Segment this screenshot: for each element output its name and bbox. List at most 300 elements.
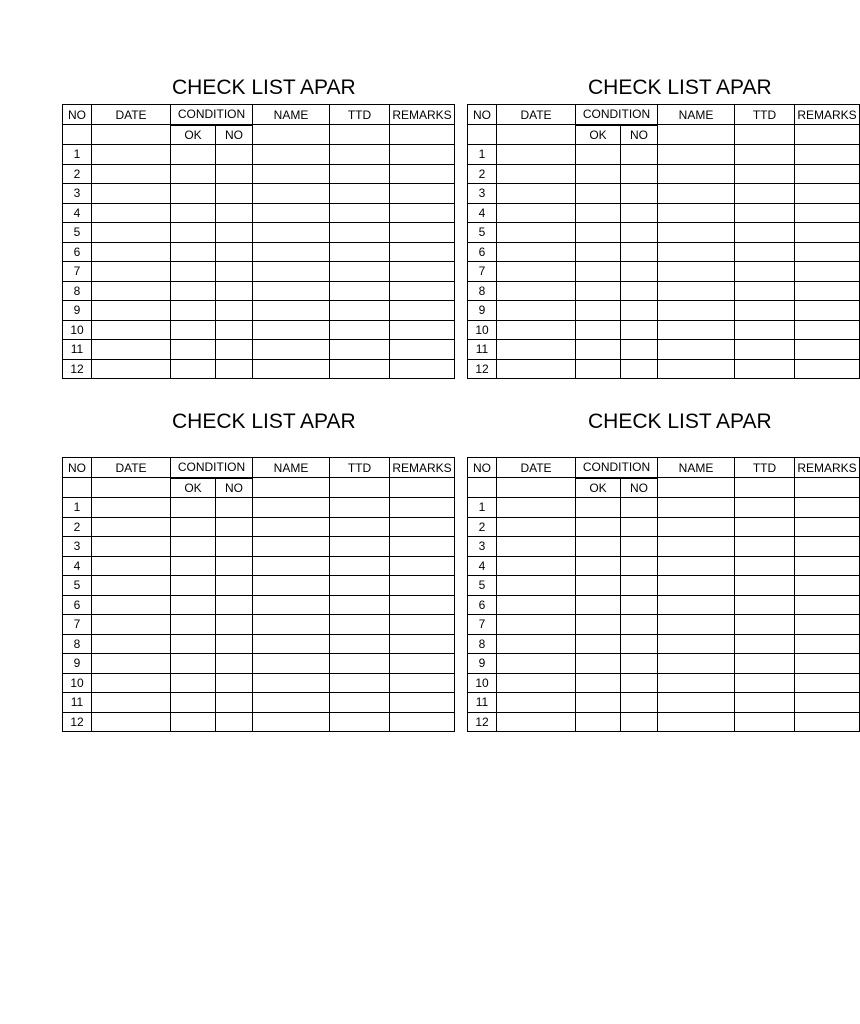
table-row (63, 556, 455, 576)
table-row (63, 537, 455, 557)
name-cell (658, 281, 735, 301)
no-cell (216, 576, 253, 596)
table-row (63, 693, 455, 713)
ttd-cell (735, 556, 795, 576)
no-cell (216, 242, 253, 262)
subheader-blank (497, 125, 576, 145)
subheader-blank (253, 125, 330, 145)
no-cell (216, 262, 253, 282)
remarks-cell (390, 654, 455, 674)
date-cell (497, 595, 576, 615)
table-row (63, 262, 455, 282)
date-cell (497, 498, 576, 518)
header-condition: CONDITION (171, 105, 253, 125)
ttd-cell (735, 654, 795, 674)
subheader-blank (330, 478, 390, 498)
row-number: 8 (468, 634, 497, 654)
date-cell (497, 242, 576, 262)
name-cell (253, 595, 330, 615)
table-row (468, 340, 860, 360)
row-number: 6 (63, 242, 92, 262)
table-row (63, 301, 455, 321)
header-name: NAME (253, 458, 330, 478)
name-cell (253, 262, 330, 282)
ok-cell (576, 320, 621, 340)
ok-cell (171, 340, 216, 360)
row-number: 2 (468, 517, 497, 537)
remarks-cell (390, 517, 455, 537)
remarks-cell (795, 595, 860, 615)
date-cell (497, 654, 576, 674)
row-number: 7 (468, 615, 497, 635)
ok-cell (171, 615, 216, 635)
remarks-cell (390, 634, 455, 654)
remarks-cell (390, 712, 455, 732)
row-number: 4 (468, 203, 497, 223)
table-row (63, 242, 455, 262)
date-cell (92, 556, 171, 576)
remarks-cell (795, 615, 860, 635)
ttd-cell (330, 281, 390, 301)
table-row (63, 184, 455, 204)
name-cell (253, 184, 330, 204)
no-cell (216, 673, 253, 693)
no-cell (216, 556, 253, 576)
no-cell (621, 203, 658, 223)
row-number: 6 (468, 595, 497, 615)
no-cell (216, 498, 253, 518)
checklist-table-block (467, 457, 857, 733)
checklist-table (62, 457, 455, 732)
no-cell (621, 498, 658, 518)
date-cell (497, 693, 576, 713)
no-cell (621, 301, 658, 321)
subheader-no: NO (216, 478, 253, 498)
name-cell (658, 595, 735, 615)
name-cell (658, 693, 735, 713)
date-cell (92, 281, 171, 301)
ttd-cell (735, 184, 795, 204)
subheader-ok: OK (171, 478, 216, 498)
no-cell (216, 164, 253, 184)
name-cell (658, 164, 735, 184)
ok-cell (576, 223, 621, 243)
remarks-cell (390, 673, 455, 693)
ok-cell (576, 145, 621, 165)
date-cell (497, 281, 576, 301)
no-cell (216, 712, 253, 732)
name-cell (253, 223, 330, 243)
ok-cell (171, 184, 216, 204)
ttd-cell (735, 359, 795, 379)
date-cell (92, 673, 171, 693)
table-row (468, 537, 860, 557)
table-row (63, 615, 455, 635)
no-cell (621, 281, 658, 301)
name-cell (253, 320, 330, 340)
no-cell (621, 242, 658, 262)
ok-cell (171, 281, 216, 301)
name-cell (658, 203, 735, 223)
no-cell (621, 184, 658, 204)
name-cell (658, 320, 735, 340)
name-cell (658, 498, 735, 518)
name-cell (253, 615, 330, 635)
date-cell (92, 712, 171, 732)
remarks-cell (390, 320, 455, 340)
date-cell (92, 242, 171, 262)
date-cell (92, 184, 171, 204)
row-number: 7 (468, 262, 497, 282)
ok-cell (576, 712, 621, 732)
date-cell (497, 164, 576, 184)
row-number: 2 (468, 164, 497, 184)
name-cell (658, 145, 735, 165)
row-number: 3 (63, 537, 92, 557)
checklist-table (467, 457, 860, 732)
date-cell (497, 203, 576, 223)
header-remarks: REMARKS (795, 458, 860, 478)
date-cell (92, 634, 171, 654)
date-cell (92, 164, 171, 184)
row-number: 11 (468, 340, 497, 360)
remarks-cell (795, 537, 860, 557)
table-row (468, 673, 860, 693)
table-row (468, 615, 860, 635)
subheader-blank (735, 125, 795, 145)
ok-cell (171, 673, 216, 693)
table-row (468, 223, 860, 243)
ok-cell (576, 693, 621, 713)
ok-cell (576, 301, 621, 321)
remarks-cell (795, 340, 860, 360)
row-number: 3 (468, 537, 497, 557)
remarks-cell (795, 359, 860, 379)
ttd-cell (735, 615, 795, 635)
no-cell (216, 301, 253, 321)
checklist-title: CHECK LIST APAR (172, 410, 356, 433)
no-cell (621, 634, 658, 654)
ok-cell (576, 164, 621, 184)
row-number: 2 (63, 517, 92, 537)
ttd-cell (330, 556, 390, 576)
ok-cell (576, 654, 621, 674)
name-cell (658, 576, 735, 596)
ttd-cell (330, 634, 390, 654)
subheader-blank (795, 478, 860, 498)
no-cell (621, 556, 658, 576)
header-no: NO (63, 105, 92, 125)
row-number: 9 (63, 301, 92, 321)
ttd-cell (330, 320, 390, 340)
row-number: 6 (468, 242, 497, 262)
ok-cell (171, 203, 216, 223)
table-row (468, 517, 860, 537)
no-cell (621, 673, 658, 693)
table-row (468, 654, 860, 674)
checklist-table-block (467, 104, 857, 380)
no-cell (216, 320, 253, 340)
subheader-blank (468, 125, 497, 145)
ttd-cell (735, 673, 795, 693)
no-cell (216, 517, 253, 537)
name-cell (253, 340, 330, 360)
row-number: 12 (468, 712, 497, 732)
remarks-cell (795, 712, 860, 732)
row-number: 4 (63, 556, 92, 576)
row-number: 1 (63, 145, 92, 165)
ok-cell (576, 242, 621, 262)
header-date: DATE (497, 458, 576, 478)
row-number: 1 (468, 498, 497, 518)
ttd-cell (330, 498, 390, 518)
row-number: 12 (468, 359, 497, 379)
ttd-cell (330, 223, 390, 243)
row-number: 5 (63, 223, 92, 243)
checklist-title: CHECK LIST APAR (172, 76, 356, 99)
table-row (468, 595, 860, 615)
ok-cell (171, 693, 216, 713)
header-ttd: TTD (330, 105, 390, 125)
header-date: DATE (92, 458, 171, 478)
no-cell (621, 340, 658, 360)
no-cell (216, 615, 253, 635)
row-number: 4 (63, 203, 92, 223)
date-cell (497, 517, 576, 537)
ttd-cell (735, 576, 795, 596)
remarks-cell (795, 634, 860, 654)
row-number: 12 (63, 712, 92, 732)
table-row (63, 498, 455, 518)
ok-cell (171, 223, 216, 243)
ttd-cell (330, 576, 390, 596)
no-cell (216, 223, 253, 243)
subheader-blank (253, 478, 330, 498)
no-cell (216, 281, 253, 301)
table-row (468, 576, 860, 596)
table-row (63, 320, 455, 340)
ttd-cell (330, 184, 390, 204)
remarks-cell (390, 693, 455, 713)
name-cell (253, 634, 330, 654)
row-number: 8 (63, 634, 92, 654)
name-cell (253, 712, 330, 732)
name-cell (253, 654, 330, 674)
ttd-cell (330, 145, 390, 165)
ok-cell (171, 634, 216, 654)
table-row (468, 634, 860, 654)
table-row (63, 359, 455, 379)
row-number: 10 (63, 320, 92, 340)
ttd-cell (330, 517, 390, 537)
checklist-table (62, 104, 455, 379)
name-cell (658, 556, 735, 576)
name-cell (658, 340, 735, 360)
table-row (468, 203, 860, 223)
ttd-cell (330, 537, 390, 557)
table-row (468, 498, 860, 518)
ok-cell (576, 340, 621, 360)
name-cell (253, 359, 330, 379)
ttd-cell (330, 242, 390, 262)
header-ttd: TTD (330, 458, 390, 478)
row-number: 9 (468, 301, 497, 321)
row-number: 2 (63, 164, 92, 184)
subheader-blank (468, 478, 497, 498)
row-number: 9 (468, 654, 497, 674)
date-cell (92, 654, 171, 674)
name-cell (658, 359, 735, 379)
header-remarks: REMARKS (390, 458, 455, 478)
table-row (468, 262, 860, 282)
table-row (468, 359, 860, 379)
ttd-cell (330, 340, 390, 360)
remarks-cell (390, 556, 455, 576)
header-condition: CONDITION (171, 458, 253, 478)
date-cell (92, 517, 171, 537)
ok-cell (171, 595, 216, 615)
header-no: NO (468, 458, 497, 478)
ttd-cell (735, 145, 795, 165)
ttd-cell (735, 634, 795, 654)
no-cell (621, 712, 658, 732)
remarks-cell (795, 262, 860, 282)
ttd-cell (735, 537, 795, 557)
remarks-cell (390, 359, 455, 379)
remarks-cell (390, 576, 455, 596)
remarks-cell (390, 164, 455, 184)
name-cell (253, 301, 330, 321)
subheader-blank (497, 478, 576, 498)
remarks-cell (795, 576, 860, 596)
date-cell (497, 673, 576, 693)
ttd-cell (735, 595, 795, 615)
table-row (468, 712, 860, 732)
date-cell (497, 537, 576, 557)
no-cell (216, 537, 253, 557)
remarks-cell (390, 498, 455, 518)
subheader-no: NO (621, 125, 658, 145)
no-cell (621, 595, 658, 615)
header-ttd: TTD (735, 458, 795, 478)
name-cell (253, 693, 330, 713)
header-condition: CONDITION (576, 105, 658, 125)
date-cell (92, 320, 171, 340)
name-cell (253, 242, 330, 262)
name-cell (658, 654, 735, 674)
subheader-blank (330, 125, 390, 145)
name-cell (253, 498, 330, 518)
no-cell (621, 576, 658, 596)
subheader-blank (658, 478, 735, 498)
table-row (468, 164, 860, 184)
subheader-blank (795, 125, 860, 145)
table-row (63, 673, 455, 693)
no-cell (621, 262, 658, 282)
ttd-cell (735, 281, 795, 301)
name-cell (658, 712, 735, 732)
ok-cell (171, 576, 216, 596)
name-cell (253, 537, 330, 557)
remarks-cell (390, 537, 455, 557)
table-row (63, 634, 455, 654)
date-cell (92, 693, 171, 713)
ok-cell (171, 320, 216, 340)
remarks-cell (390, 340, 455, 360)
table-row (468, 301, 860, 321)
header-no: NO (63, 458, 92, 478)
table-row (63, 164, 455, 184)
ok-cell (171, 654, 216, 674)
checklist-table-block (62, 104, 458, 380)
remarks-cell (795, 320, 860, 340)
header-name: NAME (253, 105, 330, 125)
date-cell (92, 498, 171, 518)
date-cell (92, 145, 171, 165)
date-cell (92, 203, 171, 223)
no-cell (621, 223, 658, 243)
table-row (468, 184, 860, 204)
ttd-cell (330, 654, 390, 674)
remarks-cell (795, 498, 860, 518)
ttd-cell (330, 693, 390, 713)
header-condition: CONDITION (576, 458, 658, 478)
row-number: 5 (63, 576, 92, 596)
ttd-cell (330, 164, 390, 184)
name-cell (253, 281, 330, 301)
subheader-blank (735, 478, 795, 498)
name-cell (253, 673, 330, 693)
ok-cell (576, 537, 621, 557)
no-cell (216, 359, 253, 379)
header-remarks: REMARKS (795, 105, 860, 125)
row-number: 10 (468, 320, 497, 340)
date-cell (92, 262, 171, 282)
remarks-cell (390, 595, 455, 615)
no-cell (621, 145, 658, 165)
remarks-cell (390, 145, 455, 165)
no-cell (216, 654, 253, 674)
date-cell (497, 712, 576, 732)
remarks-cell (795, 556, 860, 576)
remarks-cell (795, 184, 860, 204)
row-number: 10 (468, 673, 497, 693)
ok-cell (171, 537, 216, 557)
checklist-table (467, 104, 860, 379)
ok-cell (171, 242, 216, 262)
name-cell (658, 634, 735, 654)
remarks-cell (795, 164, 860, 184)
remarks-cell (795, 673, 860, 693)
date-cell (92, 223, 171, 243)
ok-cell (171, 262, 216, 282)
name-cell (658, 242, 735, 262)
ttd-cell (735, 164, 795, 184)
subheader-blank (63, 478, 92, 498)
no-cell (216, 145, 253, 165)
remarks-cell (795, 693, 860, 713)
subheader-ok: OK (576, 478, 621, 498)
table-row (63, 281, 455, 301)
row-number: 8 (63, 281, 92, 301)
name-cell (658, 262, 735, 282)
remarks-cell (390, 301, 455, 321)
ok-cell (171, 145, 216, 165)
ttd-cell (735, 517, 795, 537)
ttd-cell (330, 359, 390, 379)
remarks-cell (390, 281, 455, 301)
no-cell (216, 693, 253, 713)
